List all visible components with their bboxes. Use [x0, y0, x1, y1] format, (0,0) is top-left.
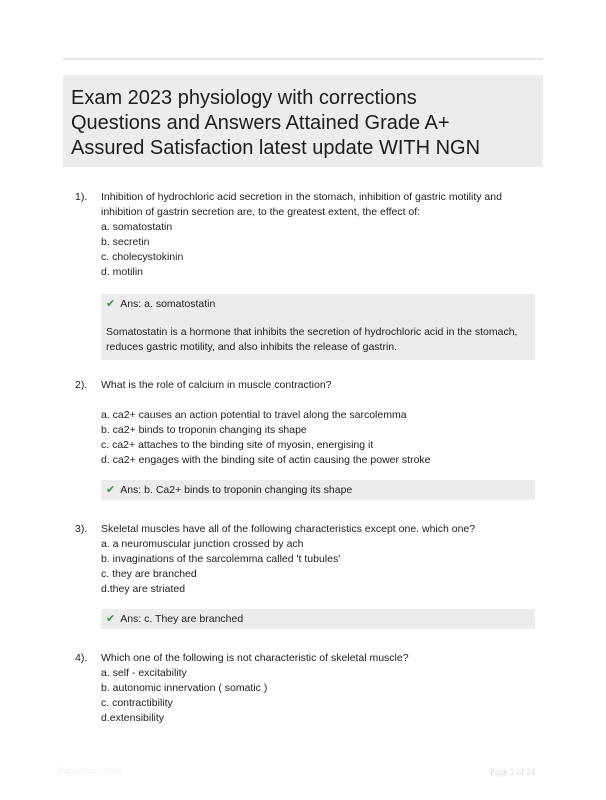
question-text: Which one of the following is not characteristic of skeletal muscle?: [101, 652, 409, 664]
answer-box: [101, 294, 535, 360]
check-icon: ✔: [106, 484, 116, 496]
option: d.they are striated: [101, 583, 186, 595]
answer-text: Ans: b. Ca2+ binds to troponin changing its shape: [120, 484, 353, 496]
question-text: Skeletal muscles have all of the following characteristics except one. which one?: [101, 523, 476, 535]
question-text: What is the role of calcium in muscle contraction?: [101, 379, 332, 391]
question-number: 3).: [75, 523, 88, 535]
check-icon: ✔: [106, 613, 116, 625]
option: c. cholecystokinin: [101, 251, 184, 263]
check-icon: ✔: [106, 298, 116, 310]
option: b. secretin: [101, 236, 150, 248]
question-1: [75, 190, 535, 360]
title-banner: [63, 75, 543, 167]
option: a. a neuromuscular junction crossed by ach: [101, 538, 304, 550]
option: d. ca2+ engages with the binding site of actin causing the power stroke: [101, 454, 431, 466]
footer-watermark: Paper9ubc.com: [58, 766, 122, 776]
question-text: inhibition of gastrin secretion are, to the greatest extent, the effect of:: [101, 206, 421, 218]
answer-box: [101, 480, 535, 500]
answer-text: Ans: c. They are branched: [120, 613, 244, 625]
question-4: [75, 651, 535, 726]
option: d.extensibility: [101, 712, 165, 724]
option: b. ca2+ binds to troponin changing its shape: [101, 424, 307, 436]
answer-box: [101, 609, 535, 629]
question-number: 1).: [75, 191, 88, 203]
option: a. somatostatin: [101, 221, 173, 233]
option: b. autonomic innervation ( somatic ): [101, 682, 268, 694]
option: c. contractibility: [101, 697, 173, 709]
title-line: Assured Satisfaction latest update WITH NGN: [71, 137, 481, 159]
answer-explanation: Somatostatin is a hormone that inhibits the secretion of hydrochloric acid in the stomach, reduces gastric motility, and also inhibits the release of gastrin.: [106, 326, 518, 353]
question-3: [75, 522, 535, 629]
question-text: Inhibition of hydrochloric acid secretion in the stomach, inhibition of gastric motility and: [101, 191, 502, 203]
option: a. ca2+ causes an action potential to travel along the sarcolemma: [101, 409, 407, 421]
option: b. invaginations of the sarcolemma called 't tubules': [101, 553, 341, 565]
question-number: 4).: [75, 652, 88, 664]
option: c. they are branched: [101, 568, 197, 580]
answer-text: Ans: a. somatostatin: [120, 298, 216, 310]
option: a. self - excitability: [101, 667, 187, 679]
option: c. ca2+ attaches to the binding site of myosin, energising it: [101, 439, 374, 451]
page-number: Page 1 of 24: [490, 767, 536, 777]
top-divider: [63, 58, 543, 60]
question-number: 2).: [75, 379, 88, 391]
title-line: Exam 2023 physiology with corrections: [71, 87, 417, 109]
question-2: [75, 378, 535, 500]
option: d. motilin: [101, 266, 144, 278]
title-line: Questions and Answers Attained Grade A+: [71, 112, 450, 134]
